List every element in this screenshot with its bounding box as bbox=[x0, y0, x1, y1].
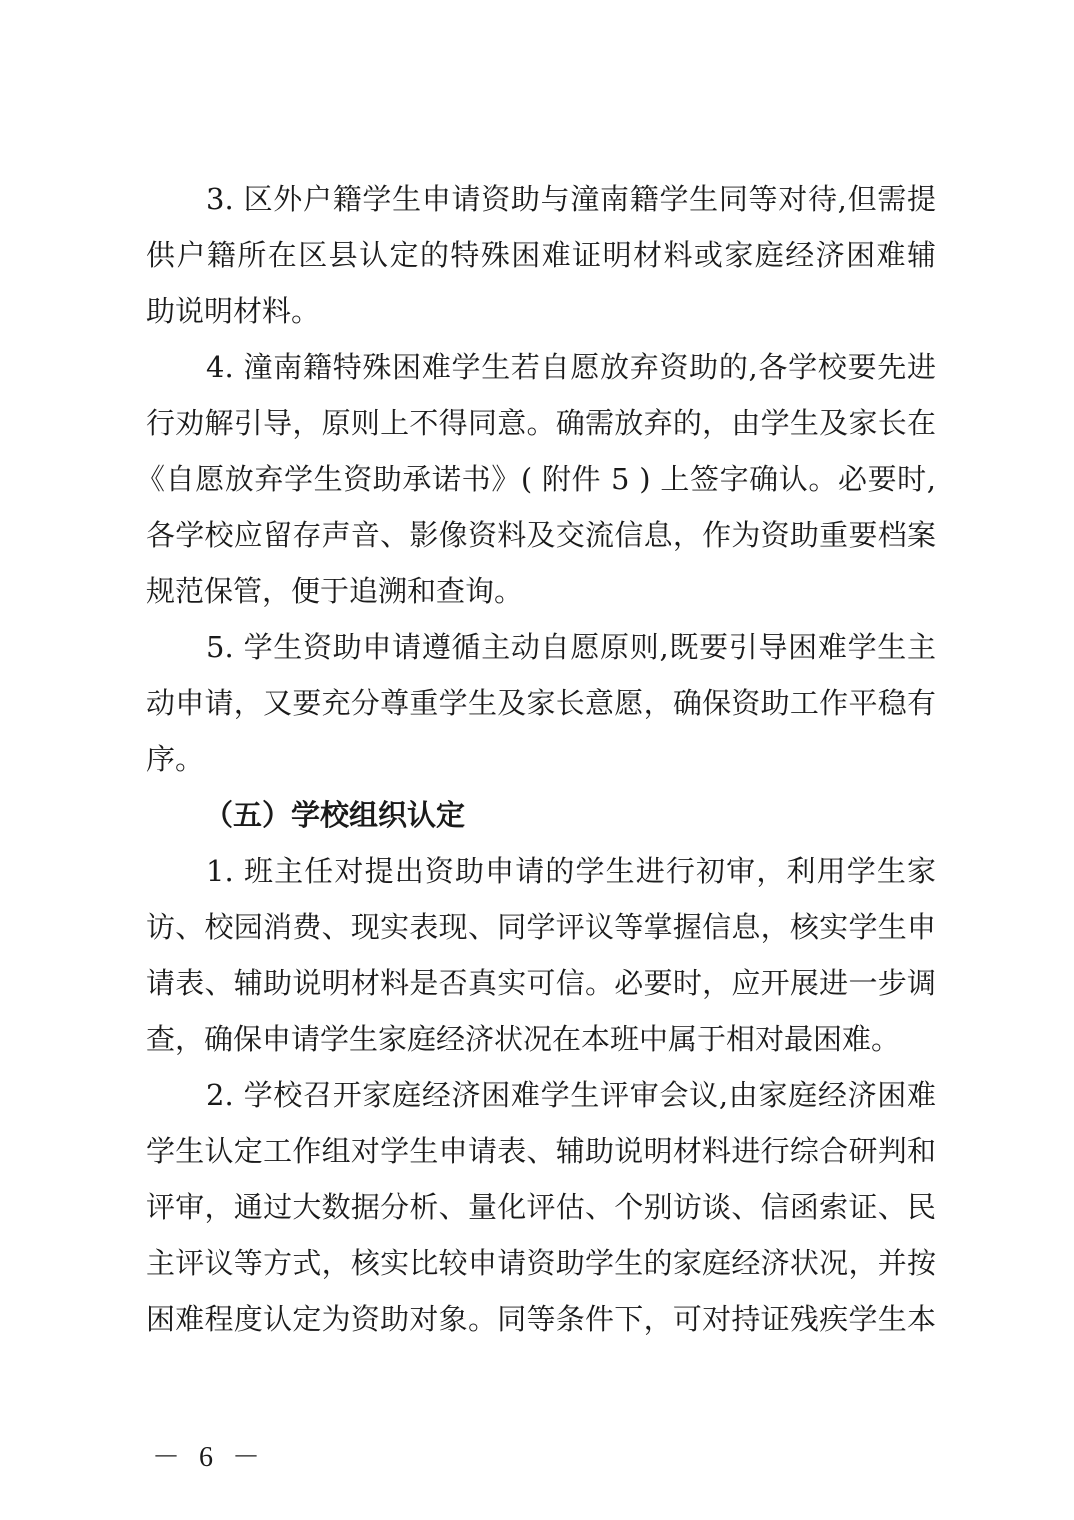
paragraph-4-line-3: 《自愿放弃学生资助承诺书》( 附件 5 ) 上签字确认。必要时, bbox=[136, 462, 936, 496]
paragraph-4-line-1: 4. 潼南籍特殊困难学生若自愿放弃资助的,各学校要先进 bbox=[206, 350, 936, 384]
paragraph-3-line-3: 助说明材料。 bbox=[146, 294, 321, 328]
section-paragraph-1-line-3: 请表、辅助说明材料是否真实可信。必要时，应开展进一步调 bbox=[146, 966, 936, 1000]
section-paragraph-1-line-2: 访、校园消费、现实表现、同学评议等掌握信息，核实学生申 bbox=[146, 910, 936, 944]
section-paragraph-1-line-1: 1. 班主任对提出资助申请的学生进行初审，利用学生家 bbox=[206, 854, 936, 888]
section-paragraph-1-line-4: 查，确保申请学生家庭经济状况在本班中属于相对最困难。 bbox=[146, 1022, 901, 1056]
paragraph-3-line-1: 3. 区外户籍学生申请资助与潼南籍学生同等对待,但需提 bbox=[206, 182, 936, 216]
section-paragraph-2-line-2: 学生认定工作组对学生申请表、辅助说明材料进行综合研判和 bbox=[146, 1134, 936, 1168]
section-paragraph-2-line-1: 2. 学校召开家庭经济困难学生评审会议,由家庭经济困难 bbox=[206, 1078, 936, 1112]
section-paragraph-2-line-5: 困难程度认定为资助对象。同等条件下，可对持证残疾学生本 bbox=[146, 1302, 936, 1336]
paragraph-4-line-4: 各学校应留存声音、影像资料及交流信息，作为资助重要档案 bbox=[146, 518, 936, 552]
section-heading: （五）学校组织认定 bbox=[204, 798, 466, 832]
section-paragraph-2-line-4: 主评议等方式，核实比较申请资助学生的家庭经济状况，并按 bbox=[146, 1246, 936, 1280]
paragraph-5-line-1: 5. 学生资助申请遵循主动自愿原则,既要引导困难学生主 bbox=[206, 630, 936, 664]
paragraph-4-line-5: 规范保管，便于追溯和查询。 bbox=[146, 574, 524, 608]
page-number: － 6 － bbox=[152, 1442, 267, 1473]
section-paragraph-2-line-3: 评审，通过大数据分析、量化评估、个别访谈、信函索证、民 bbox=[146, 1190, 936, 1224]
paragraph-5-line-2: 动申请，又要充分尊重学生及家长意愿，确保资助工作平稳有 bbox=[146, 686, 936, 720]
paragraph-3-line-2: 供户籍所在区县认定的特殊困难证明材料或家庭经济困难辅 bbox=[146, 238, 936, 272]
paragraph-4-line-2: 行劝解引导，原则上不得同意。确需放弃的，由学生及家长在 bbox=[146, 406, 936, 440]
paragraph-5-line-3: 序。 bbox=[146, 742, 205, 776]
